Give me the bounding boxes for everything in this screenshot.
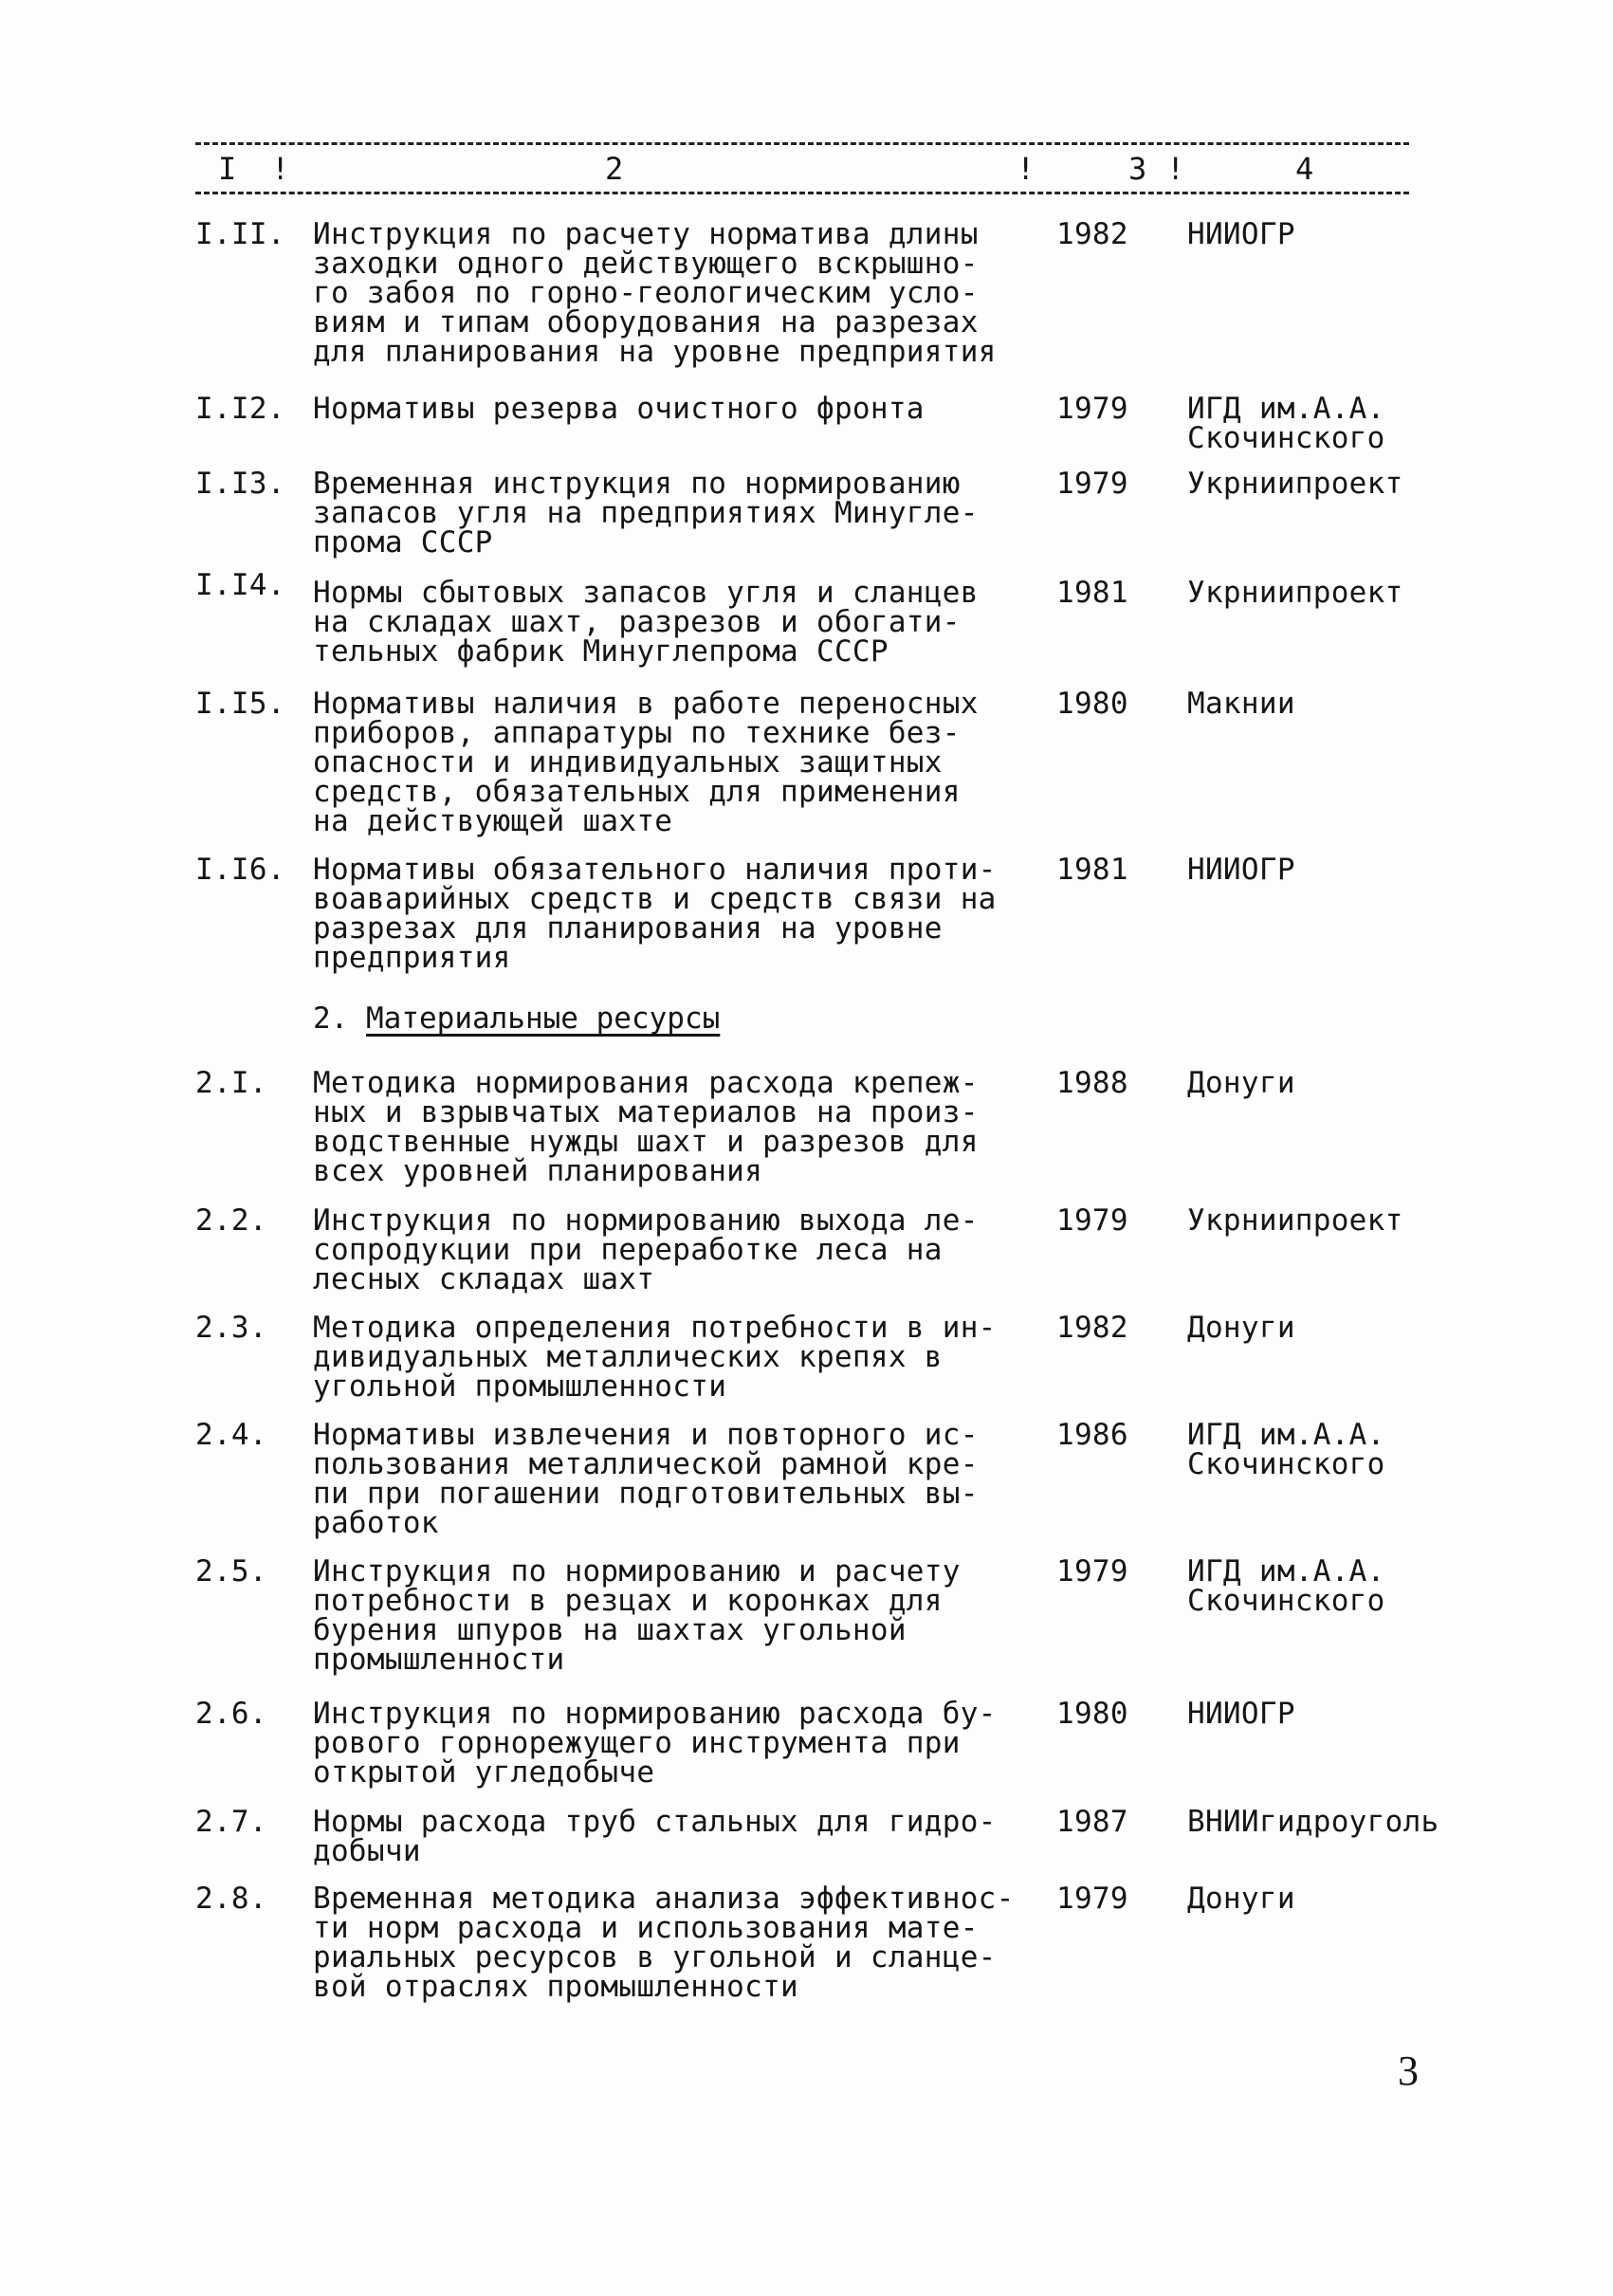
- row-year: 1981: [1056, 576, 1128, 610]
- row-organization: [1187, 217, 1424, 251]
- organization-line: ИГД им.А.А.: [1187, 1554, 1385, 1589]
- row-number: 2.6.: [195, 1697, 267, 1731]
- organization-line: ИГД им.А.А.: [1187, 1418, 1385, 1452]
- description-line: рового горнорежущего инструмента при: [313, 1726, 961, 1760]
- row-year: 1980: [1056, 687, 1128, 721]
- organization-line: Укрниипроект: [1187, 1203, 1403, 1238]
- description-line: работок: [313, 1506, 439, 1540]
- section-title: Материальные ресурсы: [366, 1001, 721, 1036]
- description-line: Инструкция по нормированию расхода бу-: [313, 1697, 997, 1731]
- organization-line: НИИОГР: [1187, 217, 1295, 251]
- row-number: 2.4.: [195, 1418, 267, 1452]
- description-line: средств, обязательных для применения: [313, 775, 961, 809]
- row-description: [313, 689, 1053, 836]
- row-organization: [1187, 855, 1424, 885]
- row-number: 2.5.: [195, 1554, 267, 1589]
- organization-line: Укрниипроект: [1187, 576, 1403, 610]
- header-bottom-rule: [195, 192, 1409, 194]
- header-col-2: 2: [605, 151, 624, 187]
- description-line: для планирования на уровне предприятия: [313, 335, 997, 369]
- row-organization: [1187, 1884, 1424, 1914]
- row-number: 2.8.: [195, 1882, 267, 1916]
- row-description: [313, 1066, 1053, 1188]
- description-line: открытой угледобыче: [313, 1755, 655, 1790]
- organization-line: Донуги: [1187, 1311, 1295, 1345]
- description-line: на действующей шахте: [313, 804, 673, 838]
- row-organization: [1187, 1805, 1439, 1839]
- row-organization: [1187, 1313, 1424, 1343]
- description-line: сопродукции при переработке леса на: [313, 1233, 943, 1267]
- description-line: заходки одного действующего вскрышно-: [313, 247, 979, 281]
- row-description: [313, 855, 1053, 973]
- row-description: [313, 576, 1053, 669]
- description-line: Нормативы извлечения и повторного ис-: [313, 1418, 979, 1452]
- description-line: потребности в резцах и коронках для: [313, 1584, 943, 1618]
- header-separator: !: [1017, 151, 1036, 187]
- row-organization: [1187, 1554, 1424, 1618]
- row-number: I.I4.: [195, 568, 285, 602]
- description-line: Нормативы обязательного наличия проти-: [313, 853, 997, 887]
- header-col-1: I: [218, 151, 237, 187]
- description-line: Нормы расхода труб стальных для гидро-: [313, 1805, 997, 1839]
- row-number: I.II.: [195, 217, 285, 251]
- row-year: 1986: [1056, 1418, 1128, 1452]
- row-organization: [1187, 689, 1424, 719]
- description-line: виям и типам оборудования на разрезах: [313, 305, 979, 340]
- row-number: I.I3.: [195, 467, 285, 501]
- description-line: пи при погашении подготовительных вы-: [313, 1477, 979, 1511]
- description-line: Нормативы наличия в работе переносных: [313, 687, 979, 721]
- row-description: [313, 1203, 1053, 1296]
- row-organization: [1187, 1203, 1424, 1238]
- organization-line: Скочинского: [1187, 421, 1385, 455]
- header-col-3: 3: [1128, 151, 1147, 187]
- row-year: 1979: [1056, 1203, 1128, 1238]
- description-line: прома СССР: [313, 525, 493, 560]
- description-line: на складах шахт, разрезов и обогати-: [313, 605, 961, 639]
- section-number: 2.: [313, 1001, 349, 1036]
- row-number: 2.3.: [195, 1311, 267, 1345]
- description-line: лесных складах шахт: [313, 1262, 655, 1296]
- description-line: Инструкция по нормированию и расчету: [313, 1554, 961, 1589]
- row-number: 2.7.: [195, 1805, 267, 1839]
- row-description: [313, 217, 1053, 369]
- description-line: ти норм расхода и использования мате-: [313, 1911, 979, 1945]
- row-year: 1979: [1056, 467, 1128, 501]
- header-separator: !: [271, 151, 290, 187]
- row-year: 1988: [1056, 1066, 1128, 1100]
- row-description: [313, 1884, 1053, 2002]
- organization-line: НИИОГР: [1187, 1697, 1295, 1731]
- description-line: Инструкция по расчету норматива длины: [313, 217, 979, 251]
- row-year: 1979: [1056, 1882, 1128, 1916]
- row-description: [313, 1554, 1053, 1677]
- row-year: 1980: [1056, 1697, 1128, 1731]
- description-line: опасности и индивидуальных защитных: [313, 745, 943, 780]
- row-number: I.I6.: [195, 853, 285, 887]
- organization-line: Скочинского: [1187, 1584, 1385, 1618]
- row-description: [313, 1418, 1053, 1540]
- description-line: воаварийных средств и средств связи на: [313, 882, 997, 916]
- header-col-4: 4: [1295, 151, 1314, 187]
- row-organization: [1187, 392, 1424, 455]
- row-number: I.I5.: [195, 687, 285, 721]
- organization-line: Скочинского: [1187, 1447, 1385, 1481]
- description-line: вой отраслях промышленности: [313, 1970, 799, 2004]
- description-line: запасов угля на предприятиях Минугле-: [313, 496, 979, 530]
- organization-line: Укрниипроект: [1187, 467, 1403, 501]
- header-top-rule: [195, 142, 1409, 145]
- row-year: 1987: [1056, 1805, 1128, 1839]
- description-line: предприятия: [313, 941, 511, 975]
- organization-line: Макнии: [1187, 687, 1295, 721]
- description-line: бурения шпуров на шахтах угольной: [313, 1613, 907, 1647]
- row-organization: [1187, 469, 1424, 499]
- row-year: 1982: [1056, 217, 1128, 251]
- description-line: Нормы сбытовых запасов угля и сланцев: [313, 576, 979, 610]
- row-description: [313, 1805, 1053, 1868]
- description-line: ных и взрывчатых материалов на произ-: [313, 1095, 979, 1130]
- description-line: Методика нормирования расхода крепеж-: [313, 1066, 979, 1100]
- row-year: 1982: [1056, 1311, 1128, 1345]
- description-line: угольной промышленности: [313, 1369, 727, 1404]
- description-line: разрезах для планирования на уровне: [313, 911, 943, 946]
- description-line: Методика определения потребности в ин-: [313, 1311, 997, 1345]
- row-description: [313, 392, 1053, 426]
- row-description: [313, 1699, 1053, 1788]
- description-line: всех уровней планирования: [313, 1154, 763, 1188]
- organization-line: ВНИИгидроуголь: [1187, 1805, 1439, 1839]
- description-line: добычи: [313, 1834, 421, 1868]
- row-year: 1979: [1056, 1554, 1128, 1589]
- organization-line: НИИОГР: [1187, 853, 1295, 887]
- row-number: I.I2.: [195, 392, 285, 426]
- description-line: тельных фабрик Минуглепрома СССР: [313, 634, 889, 669]
- row-organization: [1187, 1066, 1424, 1100]
- description-line: Нормативы резерва очистного фронта: [313, 392, 925, 426]
- description-line: го забоя по горно-геологическим усло-: [313, 276, 979, 310]
- row-description: [313, 1313, 1053, 1402]
- section-heading: [313, 1001, 720, 1036]
- row-year: 1979: [1056, 392, 1128, 426]
- description-line: приборов, аппаратуры по технике без-: [313, 716, 961, 750]
- description-line: Инструкция по нормированию выхода ле-: [313, 1203, 979, 1238]
- description-line: Временная методика анализа эффективнос-: [313, 1882, 1015, 1916]
- organization-line: ИГД им.А.А.: [1187, 392, 1385, 426]
- header-separator: !: [1166, 151, 1185, 187]
- row-organization: [1187, 1418, 1424, 1481]
- description-line: пользования металлической рамной кре-: [313, 1447, 979, 1481]
- description-line: водственные нужды шахт и разрезов для: [313, 1125, 979, 1159]
- row-year: 1981: [1056, 853, 1128, 887]
- row-number: 2.2.: [195, 1203, 267, 1238]
- table-header: [195, 131, 1409, 199]
- row-description: [313, 469, 1053, 558]
- row-number: 2.I.: [195, 1066, 267, 1100]
- description-line: дивидуальных металлических крепях в: [313, 1340, 943, 1374]
- description-line: промышленности: [313, 1643, 565, 1677]
- description-line: Временная инструкция по нормированию: [313, 467, 961, 501]
- organization-line: Донуги: [1187, 1882, 1295, 1916]
- page-number: 3: [1398, 2048, 1419, 2094]
- row-organization: [1187, 1699, 1424, 1729]
- description-line: риальных ресурсов в угольной и сланце-: [313, 1940, 997, 1975]
- row-organization: [1187, 576, 1424, 610]
- organization-line: Донуги: [1187, 1066, 1295, 1100]
